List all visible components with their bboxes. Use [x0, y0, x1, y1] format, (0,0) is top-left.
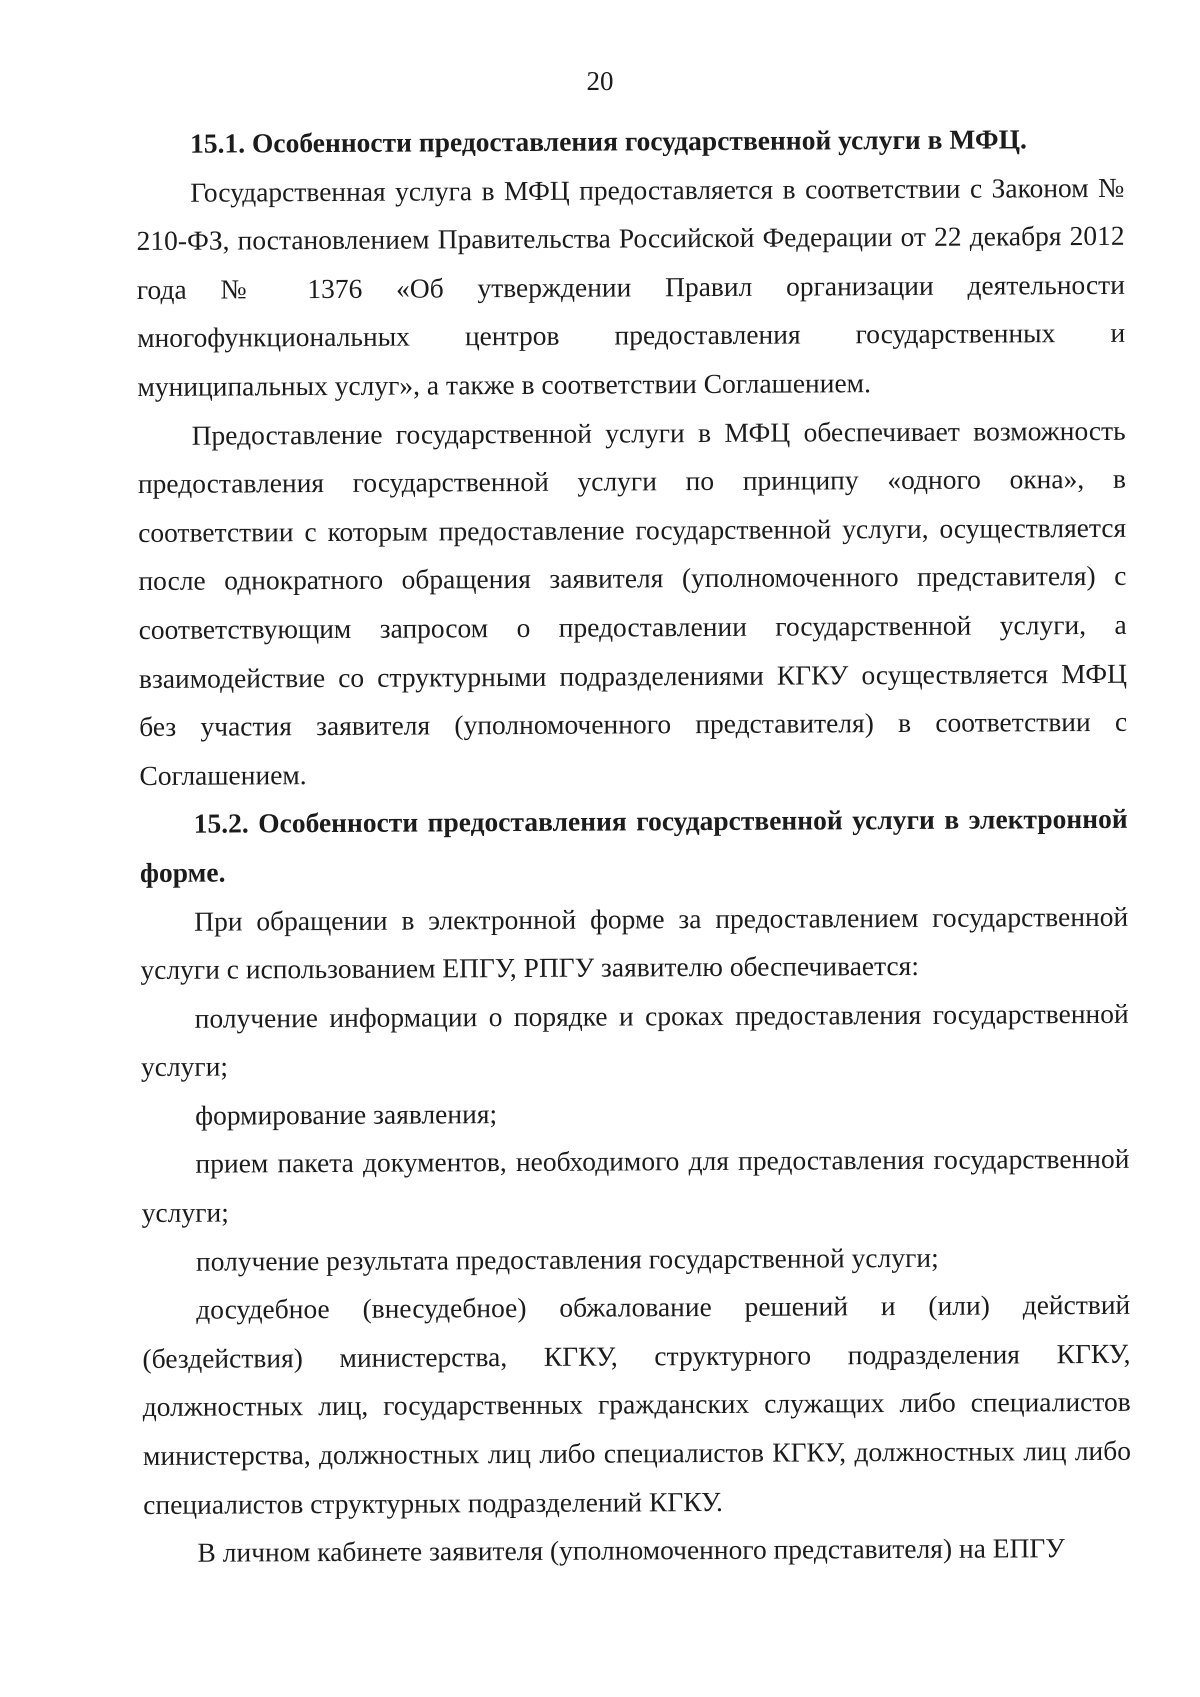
- list-item: прием пакета документов, необходимого для предоставления государственной услуги;: [141, 1143, 1130, 1229]
- page-number: 20: [586, 66, 614, 96]
- section-15-2-last-paragraph: В личном кабинете заявителя (уполномоченного представителя) на ЕПГУ: [197, 1532, 1065, 1568]
- list-item: формирование заявления;: [195, 1097, 498, 1131]
- document-body: [136, 115, 1132, 1578]
- list-item: получение результата предоставления государственной услуги;: [195, 1241, 939, 1277]
- section-15-1-paragraph-2: Предоставление государственной услуги в МФЦ обеспечивает возможность предоставления государственной услуги по принципу «одного окна», в соответствии с которым предоставление государственной услуги, осуществляется после однократного обращения заявителя (уполномоченного представителя) с соответствующим запросом о предоставлении государственной услуги, а взаимодействие со структурными подразделениями КГКУ осуществляется МФЦ без участия заявителя (уполномоченного представителя) в соответствии с Соглашением.: [137, 414, 1128, 791]
- section-15-2-heading: 15.2. Особенности предоставления государственной услуги в электронной форме.: [139, 803, 1128, 888]
- section-15-1-paragraph-1: Государственная услуга в МФЦ предоставляется в соответствии с Законом № 210-ФЗ, постановлением Правительства Российской Федерации от 22 декабря 2012 года № 1376 «Об утверждении Правил организации деятельности многофункциональных центров предоставления государственных и муниципальных услуг», а также в соответствии Соглашением.: [136, 171, 1126, 402]
- list-item: досудебное (внесудебное) обжалование решений и (или) действий (бездействия) министерства, КГКУ, структурного подразделения КГКУ, должностных лиц, государственных гражданских служащих либо специалистов министерства, должностных лиц либо специалистов КГКУ, должностных лиц либо специалистов структурных подразделений КГКУ.: [142, 1289, 1132, 1520]
- section-15-2-intro: При обращении в электронной форме за предоставлением государственной услуги с использованием ЕПГУ, РПГУ заявителю обеспечивается:: [140, 900, 1129, 986]
- section-15-1-heading: 15.1. Особенности предоставления государственной услуги в МФЦ.: [190, 123, 1027, 159]
- list-item: получение информации о порядке и сроках предоставления государственной услуги;: [140, 997, 1129, 1083]
